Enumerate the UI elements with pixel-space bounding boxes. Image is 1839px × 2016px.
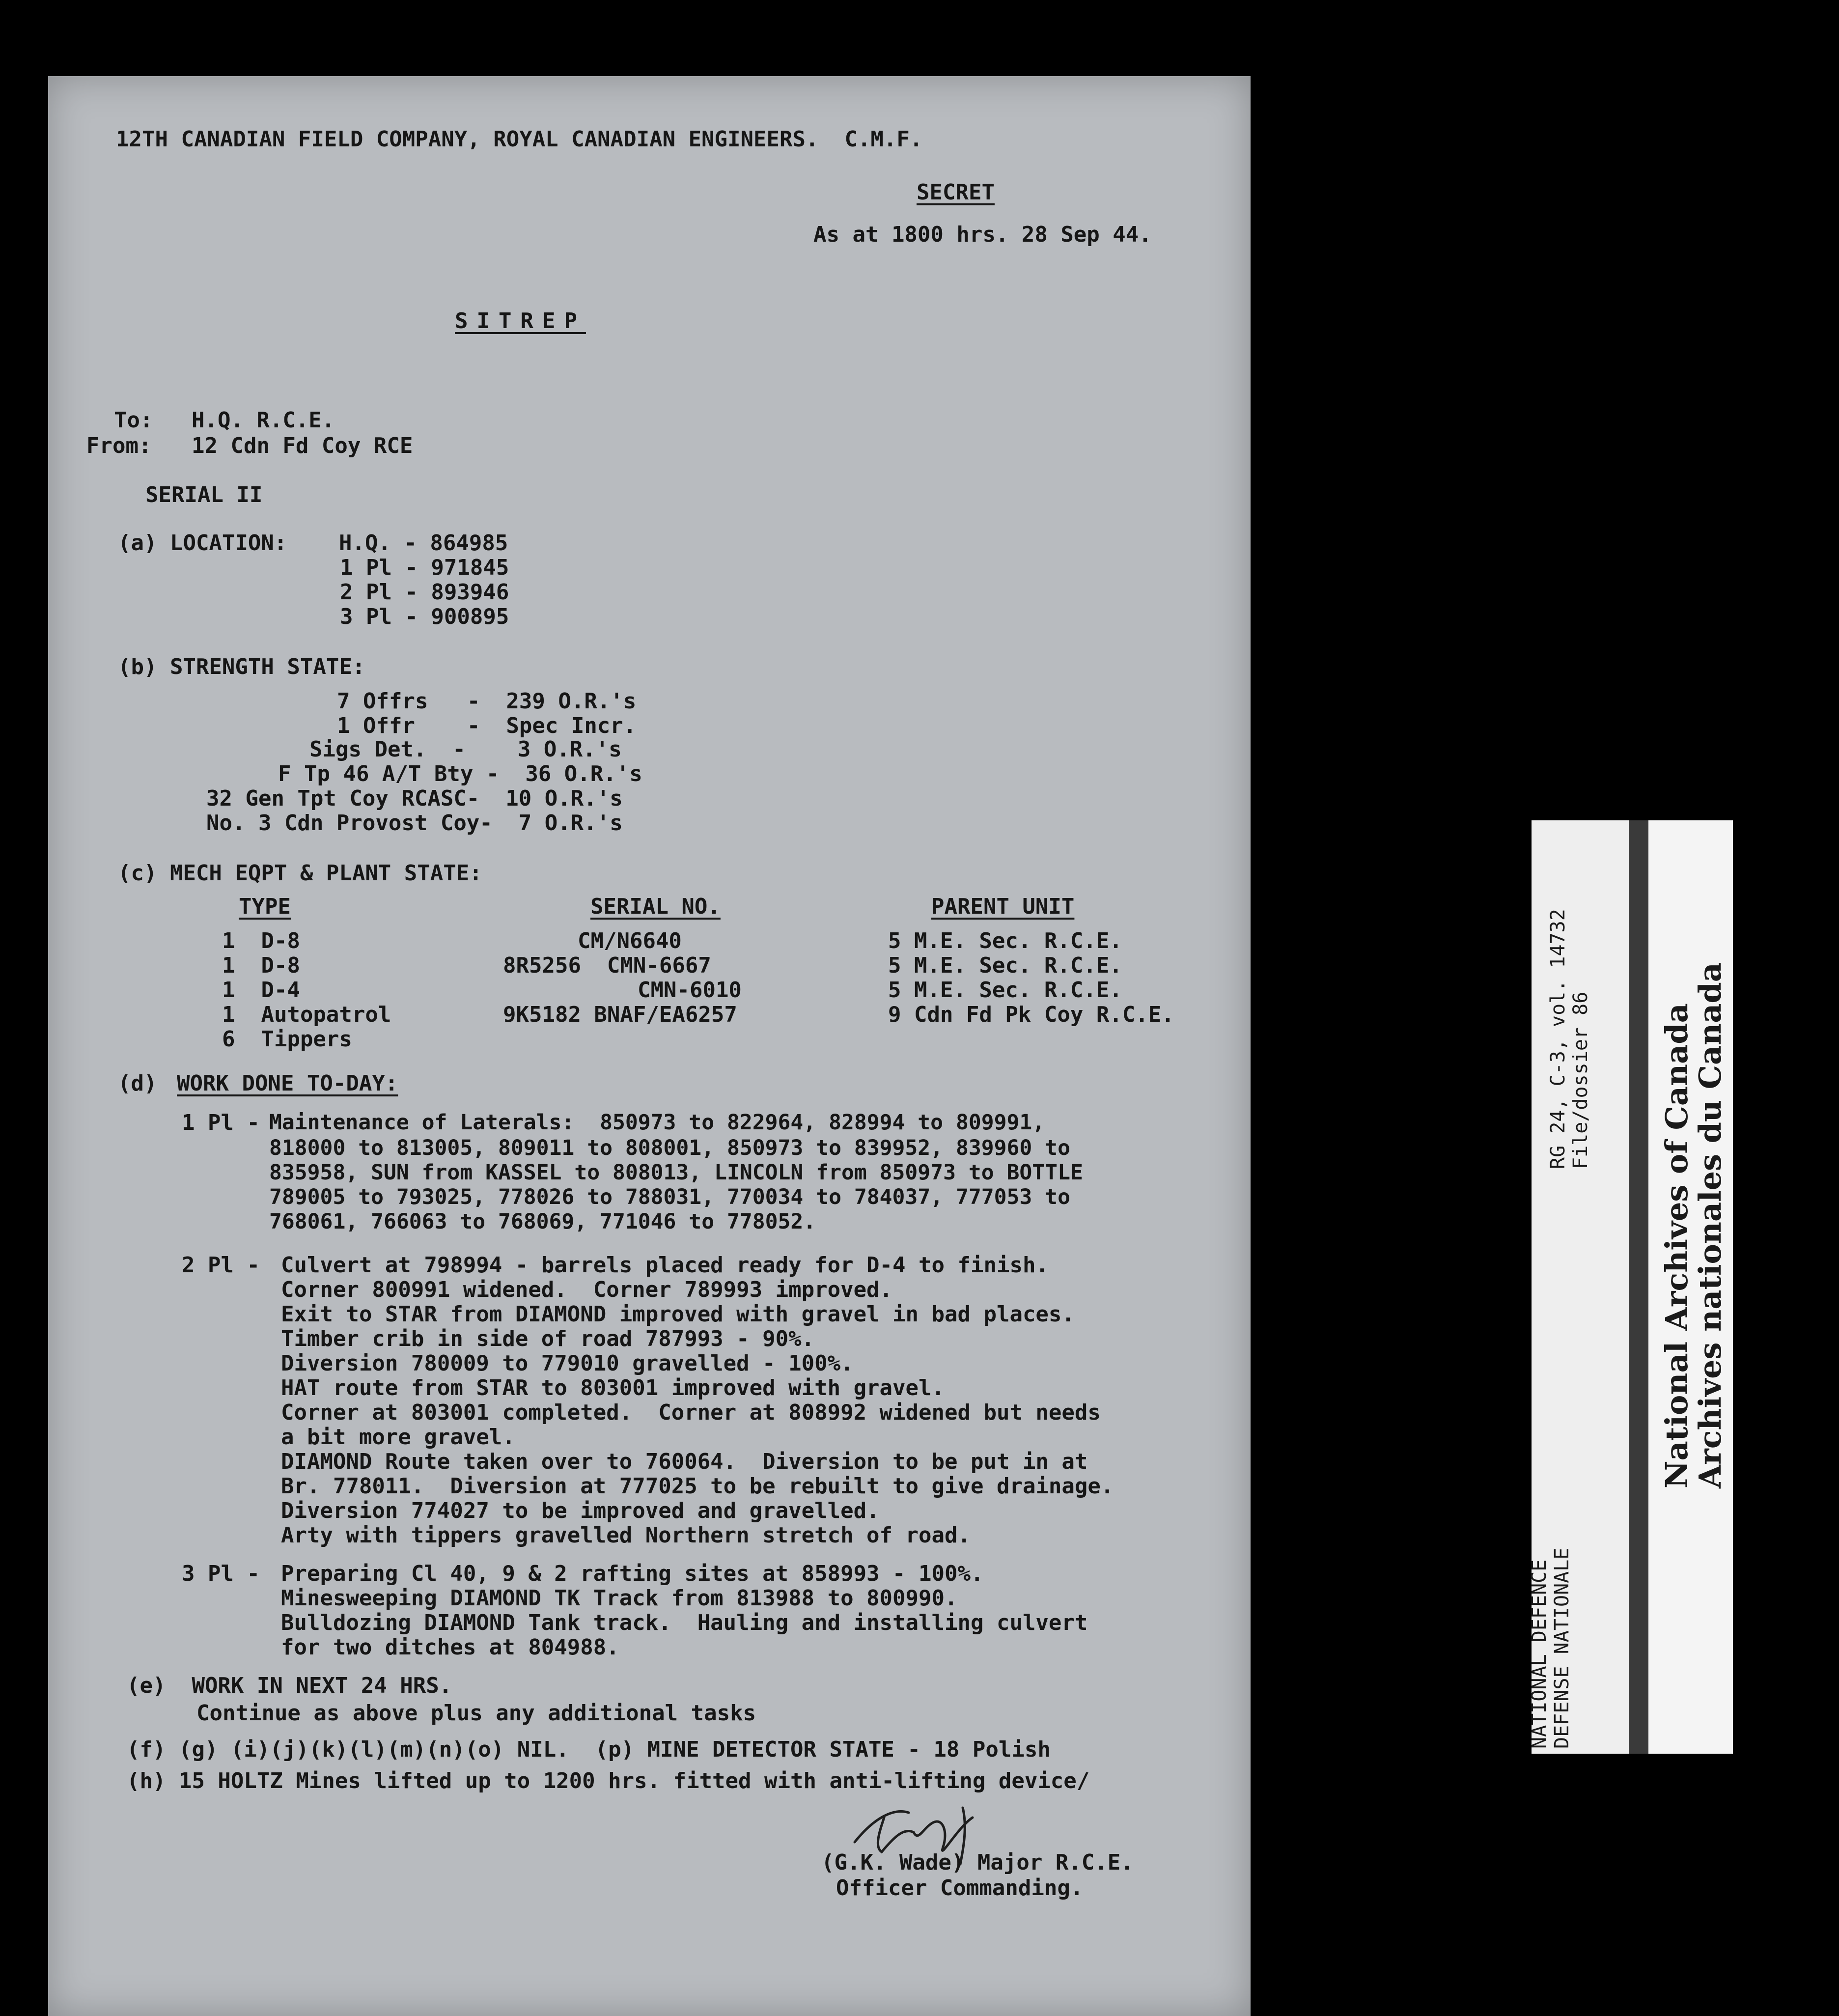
pl1-label: 1 Pl - — [182, 1110, 260, 1135]
pl1-line: 818000 to 813005, 809011 to 808001, 850973 to 839952, 839960 to — [269, 1136, 1070, 1160]
strength-line: 32 Gen Tpt Coy RCASC- 10 O.R.'s — [206, 786, 623, 811]
department-line2: DEFENSE NATIONALE — [1551, 1547, 1573, 1749]
pl3-line: Bulldozing DIAMOND Tank track. Hauling and installing culvert — [281, 1610, 1088, 1635]
mech-serial: CMN-6010 — [638, 978, 742, 1003]
pl2-line: DIAMOND Route taken over to 760064. Diversion to be put in at — [281, 1449, 1088, 1474]
pl3-line: Minesweeping DIAMOND TK Track from 813988 to 800990. — [281, 1586, 958, 1611]
mech-type: 6 Tippers — [222, 1027, 352, 1052]
strength-line: F Tp 46 A/T Bty - 36 O.R.'s — [278, 761, 642, 786]
pl2-line: a bit more gravel. — [281, 1425, 515, 1450]
location-label: (a) LOCATION: — [118, 531, 287, 556]
pl2-line: Timber crib in side of road 787993 - 90%. — [281, 1326, 815, 1351]
archive-slip-fold — [1629, 820, 1648, 1754]
pl2-line: Diversion 780009 to 779010 gravelled - 100%. — [281, 1351, 854, 1376]
mech-type: 1 D-8 — [222, 953, 300, 978]
signatory-title: Officer Commanding. — [836, 1876, 1084, 1901]
mech-type: 1 D-8 — [222, 928, 300, 953]
location-line: 2 Pl - 893946 — [340, 580, 509, 605]
mech-serial: 9K5182 BNAF/EA6257 — [503, 1002, 737, 1027]
archive-name-en: National Archives of Canada — [1659, 1003, 1695, 1488]
pl1-line: 835958, SUN from KASSEL to 808013, LINCOLN from 850973 to BOTTLE — [269, 1160, 1083, 1185]
serial-label: SERIAL II — [145, 482, 263, 507]
h-line: (h) 15 HOLTZ Mines lifted up to 1200 hrs. fitted with anti-lifting device/ — [127, 1768, 1090, 1793]
location-line: 1 Pl - 971845 — [340, 555, 509, 580]
pl2-line: Corner 800991 widened. Corner 789993 improved. — [281, 1277, 893, 1302]
work-label-prefix: (d) — [118, 1071, 157, 1096]
strength-line: 1 Offr - Spec Incr. — [337, 713, 637, 738]
pl2-line: Corner at 803001 completed. Corner at 808992 widened but needs — [281, 1400, 1101, 1425]
pl1-line: 768061, 766063 to 768069, 771046 to 778052. — [269, 1209, 816, 1234]
mech-type: 1 D-4 — [222, 978, 300, 1003]
to-label: To: — [114, 408, 153, 433]
unit-heading: 12TH CANADIAN FIELD COMPANY, ROYAL CANADIAN ENGINEERS. C.M.F. — [116, 127, 923, 152]
mech-label: (c) MECH EQPT & PLANT STATE: — [118, 861, 482, 886]
work-label: WORK DONE TO-DAY: — [177, 1071, 398, 1096]
next-work-text: Continue as above plus any additional tasks — [196, 1701, 756, 1726]
strength-line: No. 3 Cdn Provost Coy- 7 O.R.'s — [206, 811, 623, 836]
pl2-line: Exit to STAR from DIAMOND improved with gravel in bad places. — [281, 1302, 1075, 1327]
archive-name-fr: Archives nationales du Canada — [1692, 962, 1728, 1488]
mech-parent: 5 M.E. Sec. R.C.E. — [888, 978, 1122, 1003]
pl3-label: 3 Pl - — [182, 1561, 260, 1586]
mech-serial: 8R5256 CMN-6667 — [503, 953, 711, 978]
pl1-line: 789005 to 793025, 778026 to 788031, 770034 to 784037, 777053 to — [269, 1185, 1070, 1209]
pl1-line: Maintenance of Laterals: 850973 to 822964, 828994 to 809991, — [269, 1110, 1045, 1135]
location-line: 3 Pl - 900895 — [340, 604, 509, 629]
strength-label: (b) STRENGTH STATE: — [118, 654, 365, 679]
from-label: From: — [86, 433, 152, 458]
document-title: SITREP — [455, 308, 586, 334]
pl2-line: Culvert at 798994 - barrels placed ready for D-4 to finish. — [281, 1253, 1049, 1278]
pl2-line: Br. 778011. Diversion at 777025 to be rebuilt to give drainage. — [281, 1474, 1114, 1499]
classification: SECRET — [917, 180, 995, 205]
archive-reference-line2: File/dossier 86 — [1569, 991, 1592, 1169]
signatory-name: (G.K. Wade) Major R.C.E. — [821, 1850, 1134, 1875]
department-line1: NATIONAL DEFENCE — [1528, 1559, 1551, 1749]
pl2-line: HAT route from STAR to 803001 improved with gravel. — [281, 1375, 945, 1400]
col-header-parent: PARENT UNIT — [931, 894, 1075, 919]
col-header-serial: SERIAL NO. — [590, 894, 721, 919]
mech-type: 1 Autopatrol — [222, 1002, 391, 1027]
pl2-line: Arty with tippers gravelled Northern stretch of road. — [281, 1523, 971, 1548]
to-value: H.Q. R.C.E. — [192, 408, 335, 433]
next-work-label: (e) WORK IN NEXT 24 HRS. — [127, 1673, 452, 1698]
col-header-type: TYPE — [239, 894, 291, 919]
strength-line: Sigs Det. - 3 O.R.'s — [309, 737, 622, 762]
pl3-line: Preparing Cl 40, 9 & 2 rafting sites at 858993 - 100%. — [281, 1561, 984, 1586]
location-line: H.Q. - 864985 — [339, 531, 508, 556]
pl2-label: 2 Pl - — [182, 1253, 260, 1278]
strength-line: 7 Offrs - 239 O.R.'s — [337, 689, 637, 714]
pl2-line: Diversion 774027 to be improved and gravelled. — [281, 1498, 880, 1523]
mech-parent: 5 M.E. Sec. R.C.E. — [888, 928, 1122, 953]
mech-serial: CM/N6640 — [578, 928, 682, 953]
f-line: (f) (g) (i)(j)(k)(l)(m)(n)(o) NIL. (p) MINE DETECTOR STATE - 18 Polish — [127, 1737, 1051, 1762]
pl3-line: for two ditches at 804988. — [281, 1635, 619, 1660]
from-value: 12 Cdn Fd Coy RCE — [192, 433, 413, 458]
mech-parent: 5 M.E. Sec. R.C.E. — [888, 953, 1122, 978]
archive-reference-line1: RG 24, C-3, vol. 14732 — [1547, 909, 1569, 1169]
mech-parent: 9 Cdn Fd Pk Coy R.C.E. — [888, 1002, 1174, 1027]
as-at-line: As at 1800 hrs. 28 Sep 44. — [813, 222, 1152, 247]
